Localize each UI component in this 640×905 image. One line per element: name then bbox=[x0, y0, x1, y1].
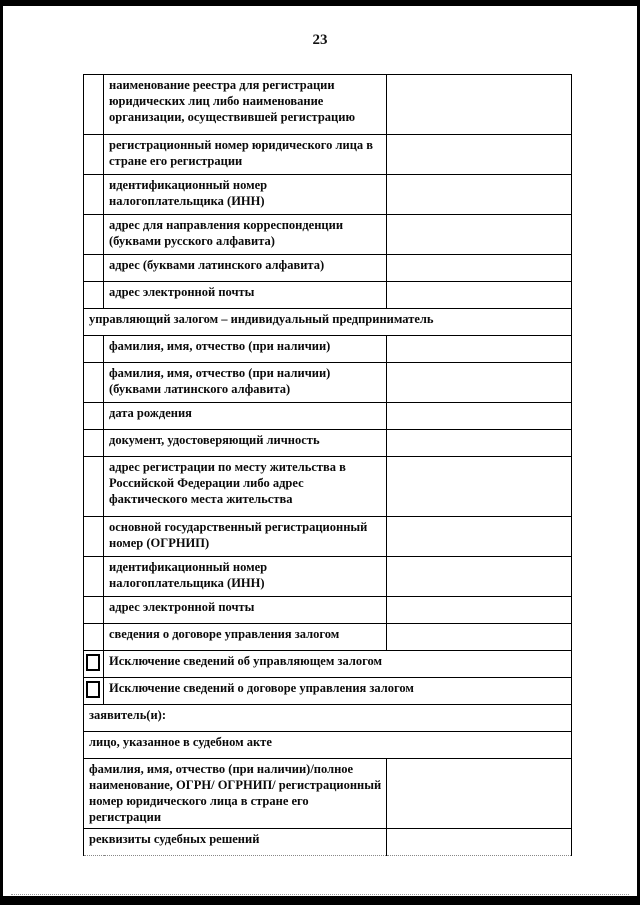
field-label: фамилия, имя, отчество (при наличии) (буквами латинского алфавита) bbox=[104, 363, 387, 403]
table-row bbox=[84, 759, 572, 829]
field-label: адрес электронной почты bbox=[104, 282, 387, 309]
field-label: идентификационный номер налогоплательщика (ИНН) bbox=[104, 175, 387, 215]
indent-cell bbox=[84, 255, 104, 282]
field-label: адрес регистрации по месту жительства в Российской Федерации либо адрес фактического места жительства bbox=[104, 457, 387, 517]
table-row bbox=[84, 282, 572, 309]
field-value-cell bbox=[387, 255, 572, 282]
table-row bbox=[84, 705, 572, 732]
field-value-cell bbox=[387, 135, 572, 175]
checkbox-icon bbox=[86, 681, 100, 698]
section-header: заявитель(и): bbox=[84, 705, 572, 732]
indent-cell bbox=[84, 282, 104, 309]
section-header: управляющий залогом – индивидуальный предприниматель bbox=[84, 309, 572, 336]
field-value-cell bbox=[387, 759, 572, 829]
field-label: документ, удостоверяющий личность bbox=[104, 430, 387, 457]
field-value-cell bbox=[387, 75, 572, 135]
table-row bbox=[84, 624, 572, 651]
table-row bbox=[84, 732, 572, 759]
table-row bbox=[84, 430, 572, 457]
field-label: адрес электронной почты bbox=[104, 597, 387, 624]
field-label: основной государственный регистрационный номер (ОГРНИП) bbox=[104, 517, 387, 557]
checkbox-icon bbox=[86, 654, 100, 671]
field-value-cell bbox=[387, 829, 572, 856]
table-row bbox=[84, 336, 572, 363]
field-value-cell bbox=[387, 175, 572, 215]
table-row bbox=[84, 678, 572, 705]
field-label: регистрационный номер юридического лица в стране его регистрации bbox=[104, 135, 387, 175]
checkbox-label: Исключение сведений об управляющем залогом bbox=[104, 651, 572, 678]
table-row bbox=[84, 255, 572, 282]
field-value-cell bbox=[387, 457, 572, 517]
table-row bbox=[84, 175, 572, 215]
table-row bbox=[84, 215, 572, 255]
field-label: идентификационный номер налогоплательщика (ИНН) bbox=[104, 557, 387, 597]
field-value-cell bbox=[387, 336, 572, 363]
field-label: дата рождения bbox=[104, 403, 387, 430]
field-value-cell bbox=[387, 517, 572, 557]
indent-cell bbox=[84, 403, 104, 430]
field-value-cell bbox=[387, 557, 572, 597]
checkbox-cell bbox=[84, 651, 104, 678]
field-label: адрес для направления корреспонденции (буквами русского алфавита) bbox=[104, 215, 387, 255]
table-row bbox=[84, 135, 572, 175]
table-row bbox=[84, 829, 572, 856]
table-row bbox=[84, 597, 572, 624]
indent-cell bbox=[84, 215, 104, 255]
indent-cell bbox=[84, 336, 104, 363]
field-label: наименование реестра для регистрации юридических лиц либо наименование организации, осуществившей регистрацию bbox=[104, 75, 387, 135]
field-label: фамилия, имя, отчество (при наличии)/полное наименование, ОГРН/ ОГРНИП/ регистрационный номер юридического лица в стране его регистрации bbox=[84, 759, 387, 829]
field-label: реквизиты судебных решений bbox=[84, 829, 387, 856]
indent-cell bbox=[84, 517, 104, 557]
table-row bbox=[84, 517, 572, 557]
form-table-body bbox=[84, 75, 572, 856]
field-value-cell bbox=[387, 403, 572, 430]
indent-cell bbox=[84, 557, 104, 597]
table-row bbox=[84, 651, 572, 678]
indent-cell bbox=[84, 135, 104, 175]
table-row bbox=[84, 309, 572, 336]
field-value-cell bbox=[387, 282, 572, 309]
table-row bbox=[84, 557, 572, 597]
registration-form-table bbox=[83, 74, 572, 856]
indent-cell bbox=[84, 363, 104, 403]
section-header: лицо, указанное в судебном акте bbox=[84, 732, 572, 759]
field-value-cell bbox=[387, 430, 572, 457]
field-label: адрес (буквами латинского алфавита) bbox=[104, 255, 387, 282]
field-value-cell bbox=[387, 624, 572, 651]
indent-cell bbox=[84, 597, 104, 624]
indent-cell bbox=[84, 624, 104, 651]
field-value-cell bbox=[387, 597, 572, 624]
table-row bbox=[84, 75, 572, 135]
field-value-cell bbox=[387, 363, 572, 403]
indent-cell bbox=[84, 457, 104, 517]
field-label: сведения о договоре управления залогом bbox=[104, 624, 387, 651]
table-row bbox=[84, 403, 572, 430]
page-number: 23 bbox=[312, 32, 328, 48]
table-row bbox=[84, 363, 572, 403]
table-row bbox=[84, 457, 572, 517]
field-value-cell bbox=[387, 215, 572, 255]
field-label: фамилия, имя, отчество (при наличии) bbox=[104, 336, 387, 363]
indent-cell bbox=[84, 75, 104, 135]
checkbox-cell bbox=[84, 678, 104, 705]
page-break-dotted-line bbox=[11, 894, 629, 895]
indent-cell bbox=[84, 175, 104, 215]
indent-cell bbox=[84, 430, 104, 457]
checkbox-label: Исключение сведений о договоре управления залогом bbox=[104, 678, 572, 705]
